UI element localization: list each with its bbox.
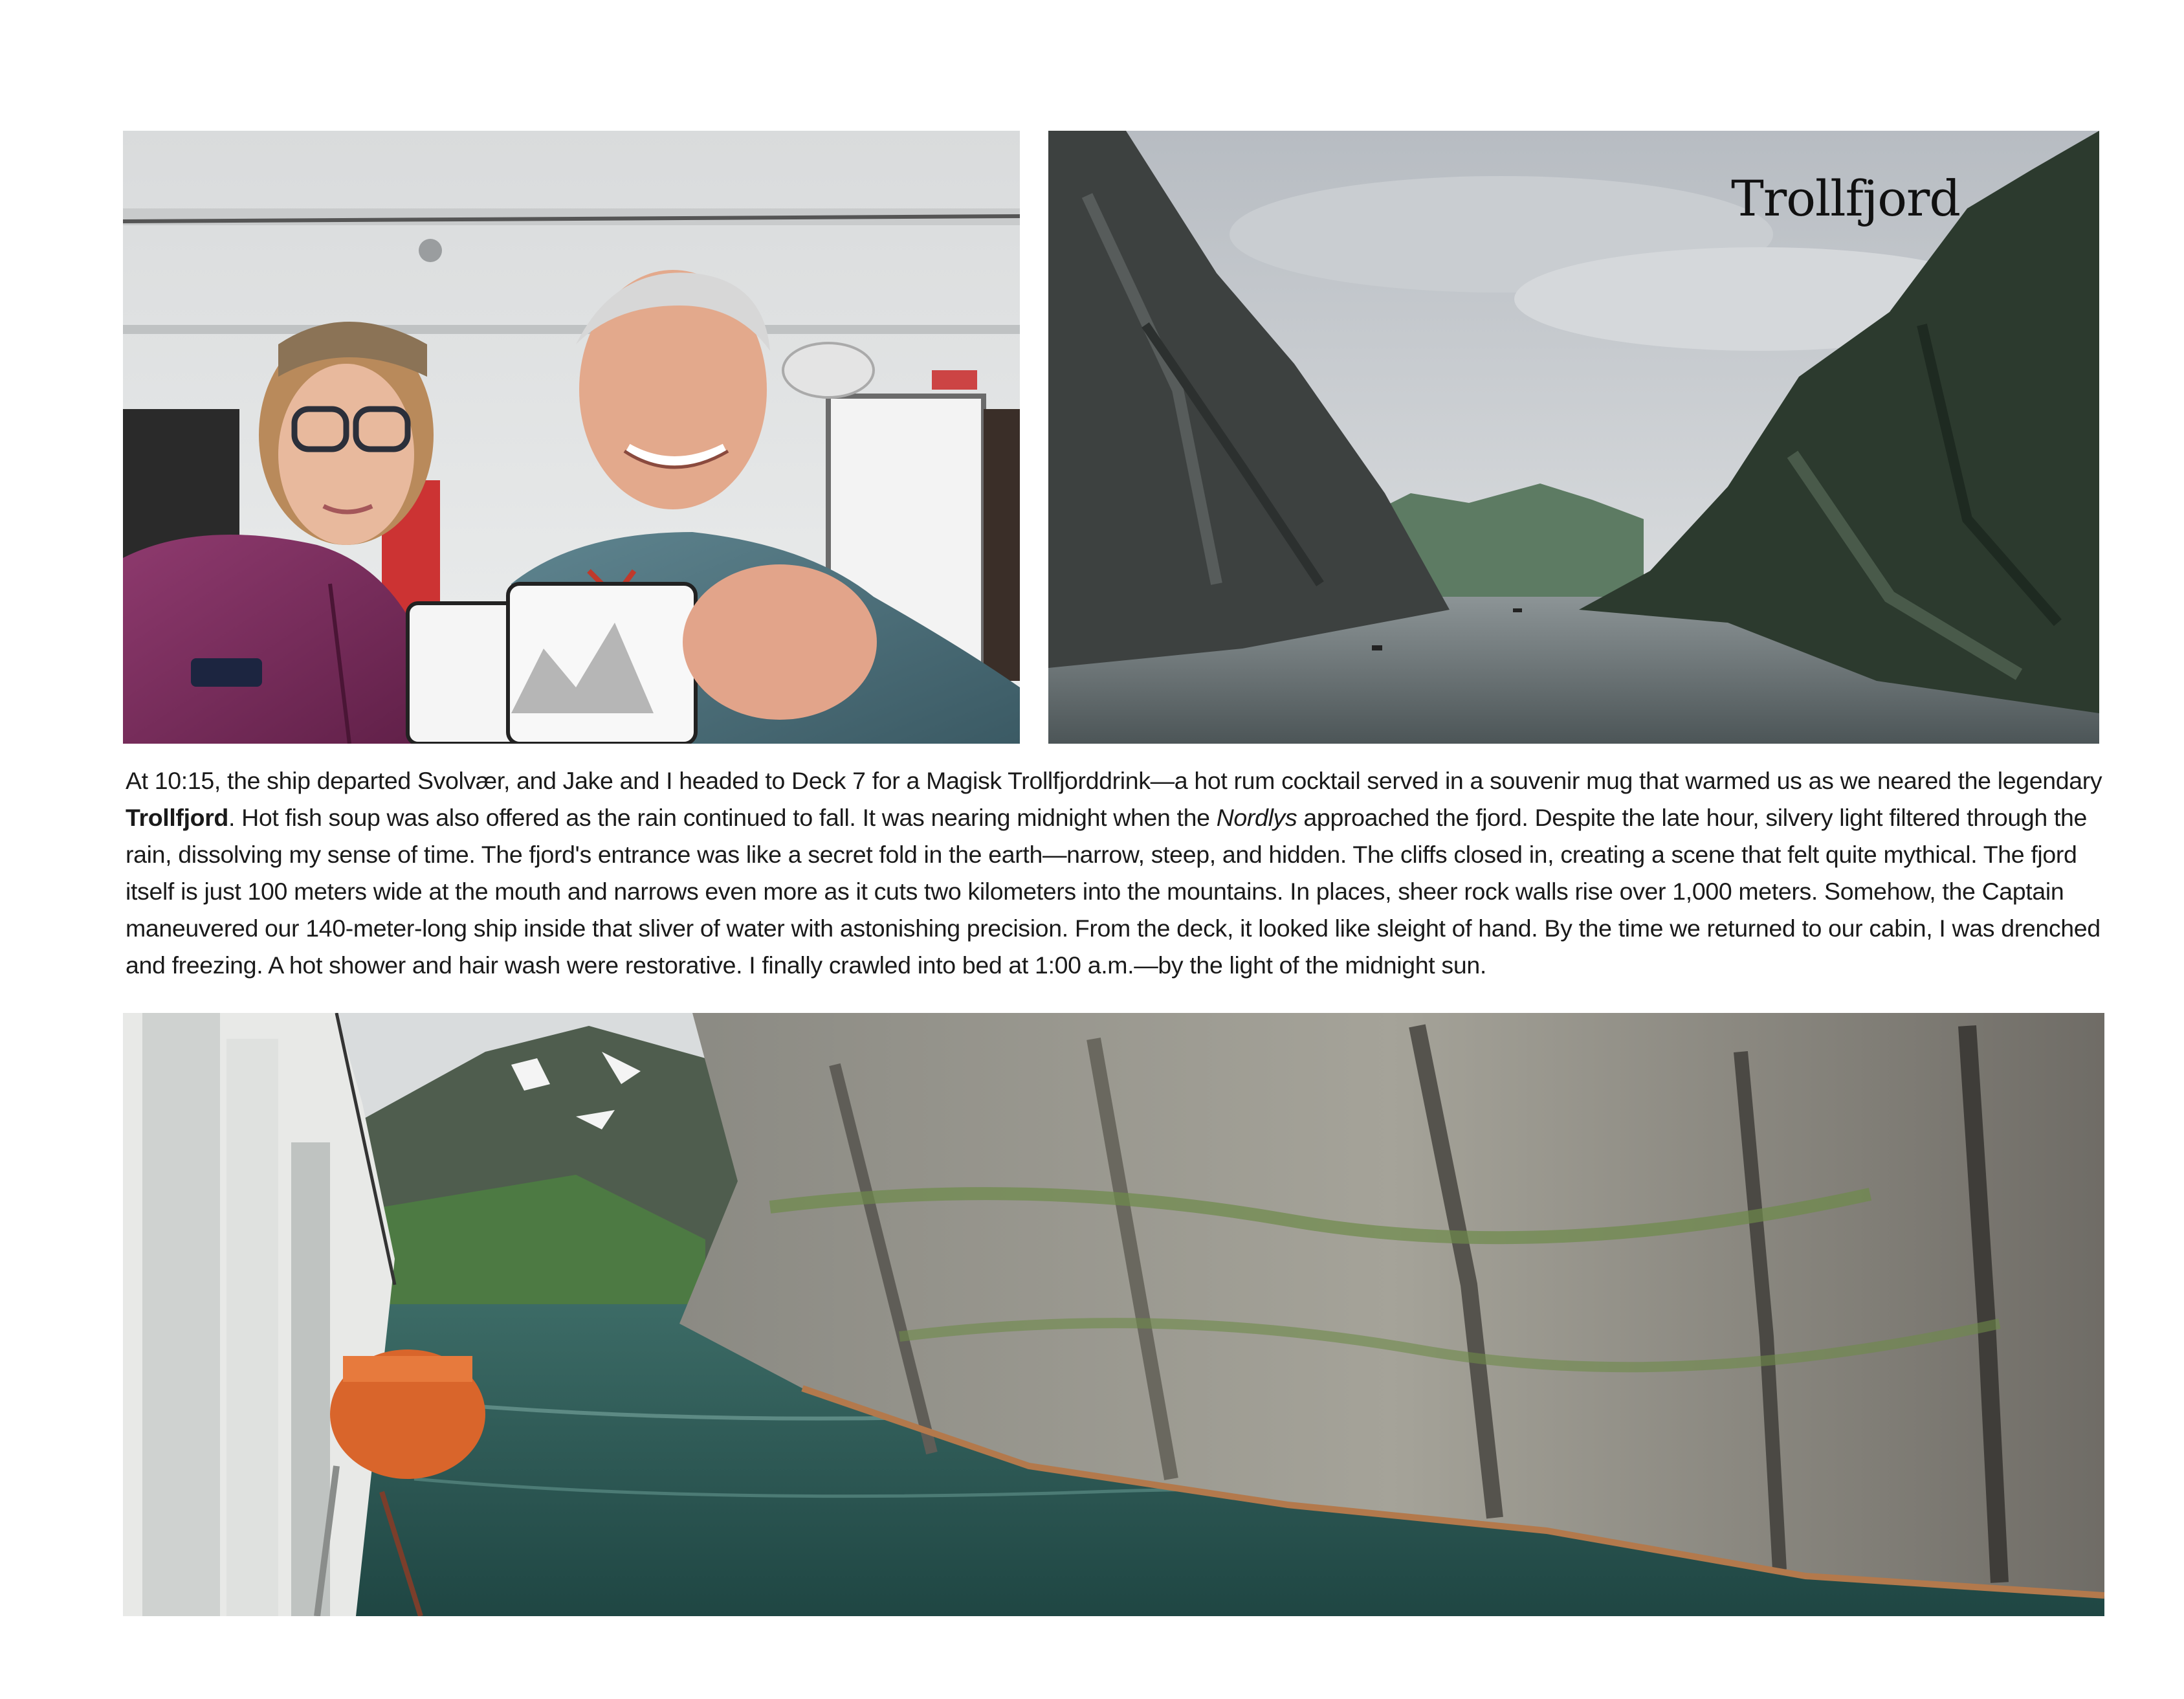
story-text-part1: At 10:15, the ship departed Svolvær, and Jake and I headed to Deck 7 for a Magisk Trollfjorddrink—a hot rum cocktail served in a souvenir mug that warmed us as we neared the legendary [126, 767, 2102, 794]
photo-trollfjord-entrance [1048, 131, 2099, 744]
story-paragraph [126, 762, 2103, 984]
selfie-illustration [123, 131, 1020, 744]
photo-cliff-wall-from-ship [123, 1013, 2104, 1616]
story-text-part2: . Hot fish soup was also offered as the rain continued to fall. It was nearing midnight when the [228, 804, 1217, 831]
story-ship-name: Nordlys [1216, 804, 1297, 831]
story-trollfjord-bold: Trollfjord [126, 804, 228, 831]
cliff-illustration [123, 1013, 2104, 1616]
trollfjord-photo-title: Trollfjord [1731, 170, 1960, 227]
photo-selfie-on-deck [123, 131, 1020, 744]
story-text-part3: approached the fjord. Despite the late hour, silvery light filtered through the rain, dissolving my sense of time. The fjord's entrance was like a secret fold in the earth—narrow, steep, and hidden. The cliffs closed in, creating a scene that felt quite mythical. The fjord itself is just 100 meters wide at the mouth and narrows even more as it cuts two kilometers into the mountains. In places, sheer rock walls rise over 1,000 meters. Somehow, the Captain maneuvered our 140-meter-long ship inside that sliver of water with astonishing precision. From the deck, it looked like sleight of hand. By the time we returned to our cabin, I was drenched and freezing. A hot shower and hair wash were restorative. I finally crawled into bed at 1:00 a.m.—by the light of the midnight sun. [126, 804, 2101, 979]
patagonia-logo-icon [191, 658, 262, 687]
